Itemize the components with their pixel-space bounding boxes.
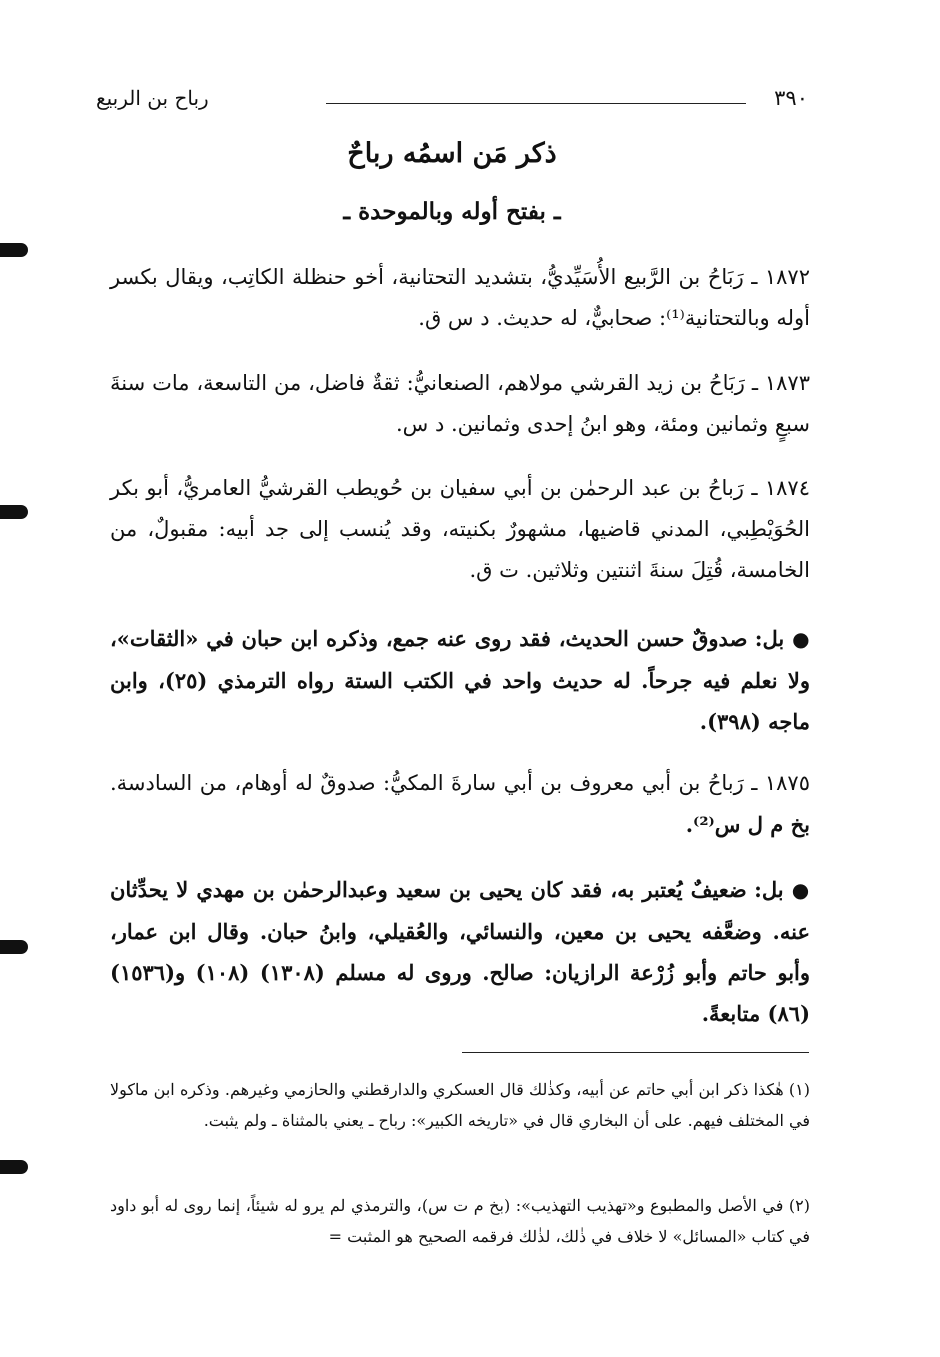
- entry-1872: [110, 257, 810, 339]
- entry-text: ١٨٧٥ ـ رَباحُ بن أبي معروف بن أبي سارةَ المكيُّ: صدوقٌ له أوهام، من السادسة.: [110, 771, 810, 795]
- commentary-1875: [110, 869, 810, 1034]
- entry-1873: [110, 363, 810, 445]
- header-rule: [326, 103, 746, 104]
- section-title: ذكر مَن اسمُه رباحٌ: [347, 138, 557, 169]
- page-number: ٣٩٠: [774, 86, 808, 110]
- footnote-2: [110, 1190, 810, 1252]
- commentary-text: بل: صدوقٌ حسن الحديث، فقد روى عنه جمع، وذكره ابن حبان في «الثقات»، ولا نعلم فيه جرحاً. له حديث واحد في الكتب الستة رواه الترمذي (٢٥)، وابن ماجه (٣٩٨).: [110, 626, 810, 734]
- section-subtitle: ـ بفتح أوله وبالموحدة ـ: [343, 198, 561, 225]
- entry-text: ١٨٧٣ ـ رَبَاحُ بن زيد القرشي مولاهم، الصنعانيُّ: ثقةٌ فاضل، من التاسعة، مات سنةَ سبعٍ وثمانين ومئة، وهو ابنُ إحدى وثمانين. د س.: [110, 371, 810, 436]
- footnote-1: [110, 1074, 810, 1136]
- footnote-text: (١) هٰكذا ذكر ابن أبي حاتم عن أبيه، وكذٰلك قال العسكري والدارقطني والحازمي وغيرهم. وذكره ابن ماكولا في المختلف فيهم. على أن البخاري قال في «تاريخه الكبير»: رباح ـ يعني بالمثناة ـ ولم يثبت.: [110, 1080, 810, 1130]
- entry-1874: [110, 468, 810, 591]
- entry-symbols: بخ م ل س⁽²⁾.: [685, 812, 810, 837]
- bullet-icon: ●: [791, 878, 811, 902]
- margin-mark: [0, 243, 28, 257]
- bullet-icon: ●: [792, 627, 811, 651]
- commentary-text: بل: ضعيفٌ يُعتبر به، فقد كان يحيى بن سعيد وعبدالرحمٰن بن مهدي لا يحدِّثان عنه. وضعَّفه يحيى بن معين، والنسائي، والعُقيلي، وابنُ حبان. وقال ابن عمار، وأبو حاتم وأبو زُرْعة الرازيان: صالح. وروى له مسلم (١٣٠٨) (١٠٨) و(١٥٣٦) (٨٦) متابعةً.: [110, 877, 811, 1026]
- footnote-separator: [462, 1052, 809, 1053]
- page-header: [96, 86, 808, 122]
- margin-mark: [0, 1160, 28, 1174]
- commentary-1874: [110, 618, 810, 742]
- margin-mark: [0, 940, 28, 954]
- running-title: رباح بن الربيع: [96, 86, 209, 110]
- footnote-text: (٢) في الأصل والمطبوع و«تهذيب التهذيب»: (بخ م ت س)، والترمذي لم يرو له شيئاً، إنما روى له أبو داود في كتاب «المسائل» لا خلاف في ذٰلك، لذٰلك فرقمه الصحيح هو المثبت =: [110, 1196, 810, 1246]
- entry-text: ١٨٧٢ ـ رَبَاحُ بن الرَّبيع الأُسَيِّديُّ، بتشديد التحتانية، أخو حنظلة الكاتِب، ويقال بكسر أوله وبالتحتانية⁽¹⁾: صحابيٌّ، له حديث. د س ق.: [110, 265, 810, 330]
- margin-mark: [0, 505, 28, 519]
- entry-text: ١٨٧٤ ـ رَباحُ بن عبد الرحمٰن بن أبي سفيان بن حُويطب القرشيُّ العامريُّ، أبو بكر الحُوَيْطِبي، المدني قاضيها، مشهورٌ بكنيته، وقد يُنسب إلى جد أبيه: مقبولٌ، من الخامسة، قُتِلَ سنةَ اثنتين وثلاثين. ت ق.: [110, 476, 810, 582]
- entry-1875: [110, 763, 810, 846]
